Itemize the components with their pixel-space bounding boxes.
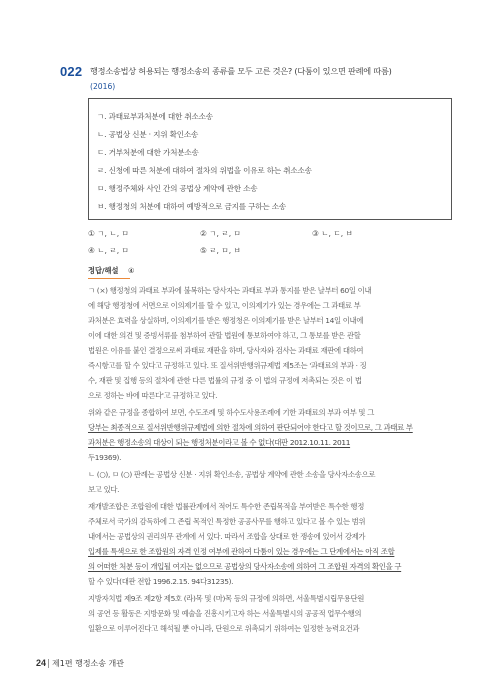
explanation-line: 과처분은 행정소송의 대상이 되는 행정처분이라고 볼 수 없다(대판 2012.10.11. 2011: [88, 438, 351, 447]
explanation-line: 당부는 최종적으로 질서위반행위규제법에 의한 절차에 의하여 판단되어야 한다고 할 것이므로, 그 과태료 부: [88, 423, 413, 432]
explanation-line: 두19369).: [88, 453, 122, 462]
explanation-line: 내에서는 공법상의 권리의무 관계에 서 있다. 따라서 조합을 상대로 한 쟁송에 있어서 강제가: [88, 532, 366, 541]
explanation-line: 으로 정하는 바에 따른다'고 규정하고 있다.: [88, 391, 218, 400]
explanation-line: ㄱ (×) 행정청의 과태료 부과에 불복하는 당사자는 과태료 부과 통지를 받은 날부터 60일 이내: [88, 286, 372, 295]
explanation-line: 할 수 있다(대판 전합 1996.2.15. 94다31235).: [88, 577, 234, 586]
statement-item: ㅂ. 행정청의 처분에 대하여 예방적으로 금지를 구하는 소송: [97, 202, 286, 211]
answer-value: ④: [128, 266, 135, 275]
explanation-line: 위와 같은 규정을 종합하여 보면, 수도조례 및 하수도사용조례에 기한 과태료의 부과 여부 및 그: [88, 408, 374, 417]
explanation-line: ㄴ (○), ㅁ (○) 판례는 공법상 신분 · 지위 확인소송, 공법상 계약에 관한 소송을 당사자소송으로: [88, 470, 376, 479]
explanation-line: 이에 대한 의견 및 증빙서류를 첨부하여 관할 법원에 통보하여야 하고, 그 통보를 받은 관할: [88, 331, 361, 340]
answer-label: 정답/해설: [88, 266, 119, 275]
explanation-line: 입제를 특색으로 한 조합원의 자격 인정 여부에 관하여 다툼이 있는 경우에는 그 단계에서는 아직 조합: [88, 547, 395, 556]
explanation-line: 의 어떠한 처분 등이 개입될 여지는 없으므로 공법상의 당사자소송에 의하여 그 조합원 자격의 확인을 구: [88, 562, 402, 571]
choice-3: ③ ㄴ, ㄷ, ㅂ: [312, 229, 353, 238]
statement-item: ㄷ. 거부처분에 대한 가처분소송: [97, 148, 199, 157]
choice-2: ② ㄱ, ㄹ, ㅁ: [200, 229, 241, 238]
answer-section: [88, 266, 158, 278]
explanation-line: 재개발조합은 조합원에 대한 법률관계에서 적어도 특수한 존립목적을 부여받은 특수한 행정: [88, 502, 364, 511]
footer-section-title: 제1편 행정소송 개관: [52, 659, 124, 668]
choice-1: ① ㄱ, ㄴ, ㅁ: [88, 229, 129, 238]
statement-item: ㅁ. 행정주체와 사인 간의 공법상 계약에 관한 소송: [97, 184, 258, 193]
page-number: 24: [36, 658, 47, 668]
statement-item: ㄴ. 공법상 신분 · 지위 확인소송: [97, 130, 199, 139]
explanation-line: 지방자치법 제9조 제2항 제5호 (라)목 및 (마)목 등의 규정에 의하면, 서울특별시립무용단원: [88, 594, 365, 603]
explanation-line: 보고 있다.: [88, 485, 120, 494]
explanation-line: 일환으로 이루어진다고 해석될 뿐 아니라, 단원으로 위촉되기 위하여는 일정한 능력요건과: [88, 624, 360, 633]
choice-4: ④ ㄴ, ㄹ, ㅁ: [88, 246, 129, 255]
explanation-line: 주체로서 국가의 감독하에 그 존립 목적인 특정한 공공사무를 행하고 있다고 볼 수 있는 범위: [88, 517, 366, 526]
statement-item: ㄹ. 신청에 따른 처분에 대하여 절차의 위법을 이유로 하는 취소소송: [97, 166, 312, 175]
question-year: (2016): [90, 82, 116, 91]
statement-box: [88, 98, 452, 220]
choice-5: ⑤ ㄹ, ㅁ, ㅂ: [200, 246, 241, 255]
footer-divider: [48, 659, 49, 668]
statement-item: ㄱ. 과태료부과처분에 대한 취소소송: [97, 112, 213, 121]
explanation-line: 에 해당 행정청에 서면으로 이의제기를 할 수 있고, 이의제기가 있는 경우에는 그 과태료 부: [88, 301, 361, 310]
explanation-line: 과처분은 효력을 상실하며, 이의제기를 받은 행정청은 이의제기를 받은 날부터 14일 이내에: [88, 316, 364, 325]
answer-underline: [88, 278, 130, 279]
question-number: 022: [60, 64, 83, 79]
explanation-line: 즉시항고를 할 수 있다고 규정하고 있다. 또 질서위반행위규제법 제5조는 '과태료의 부과 · 징: [88, 361, 367, 370]
explanation-line: 의 공연 등 활동은 지방문화 및 예술을 진흥시키고자 하는 서울특별시의 공공적 업무수행의: [88, 609, 362, 618]
explanation-line: 법원은 이유를 붙인 결정으로써 과태료 재판을 하며, 당사자와 검사는 과태료 재판에 대하여: [88, 346, 364, 355]
question-text: 행정소송법상 허용되는 행정소송의 종류를 모두 고른 것은? (다툼이 있으면 판례에 따름): [90, 66, 392, 76]
explanation-line: 수, 재판 및 집행 등의 절차에 관한 다른 법률의 규정 중 이 법의 규정에 저촉되는 것은 이 법: [88, 376, 362, 385]
